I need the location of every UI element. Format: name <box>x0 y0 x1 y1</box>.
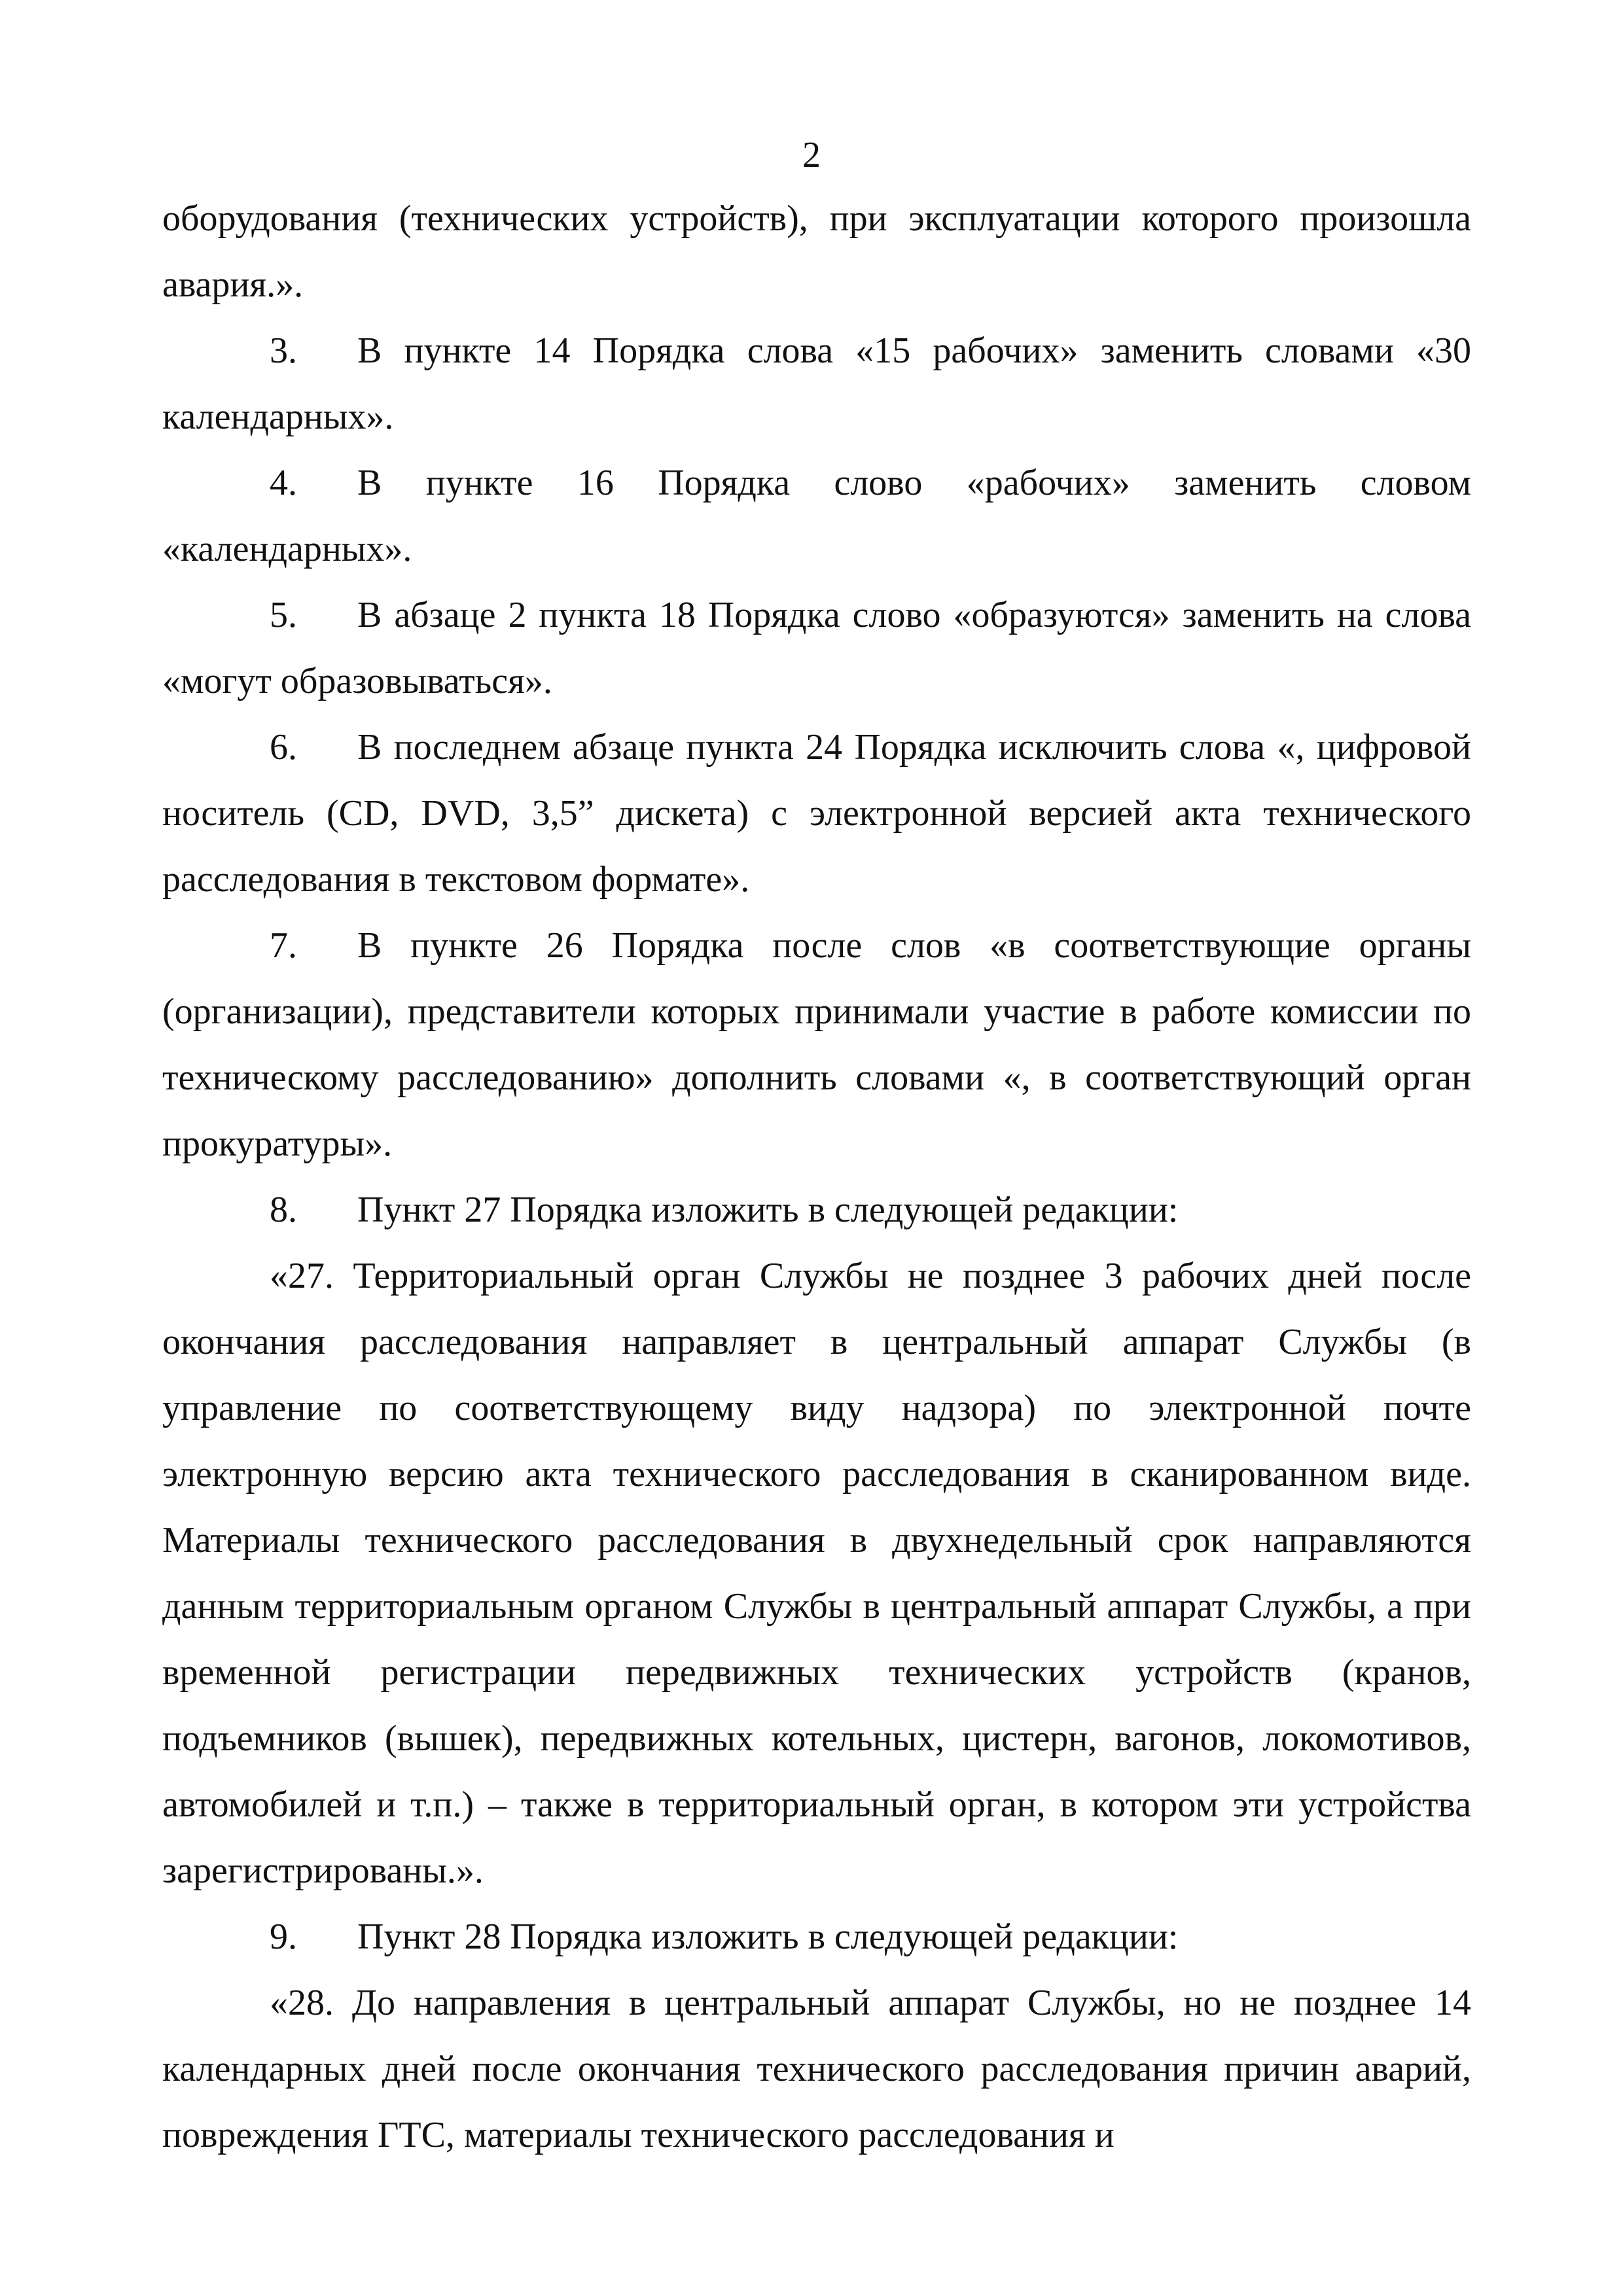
item-number: 4. <box>270 463 297 503</box>
paragraph-item-9 <box>162 1904 1471 1970</box>
paragraph-text: оборудования (технических устройств), при эксплуатации которого произошла авария.». <box>162 198 1471 305</box>
paragraph-item-5 <box>162 582 1471 715</box>
paragraph-item-4 <box>162 450 1471 582</box>
paragraph-text: В пункте 16 Порядка слово «рабочих» заменить словом «календарных». <box>162 463 1471 569</box>
document-body <box>162 186 1471 2168</box>
item-number: 8. <box>270 1190 297 1230</box>
paragraph-item-8 <box>162 1177 1471 1243</box>
paragraph-text: В пункте 26 Порядка после слов «в соответствующие органы (организации), представители которых принимали участие в работе комиссии по техническому расследованию» дополнить словами «, в соответствующий орган прокуратуры». <box>162 925 1471 1164</box>
item-number: 6. <box>270 727 297 768</box>
paragraph-item-3 <box>162 318 1471 450</box>
paragraph-text: В абзаце 2 пункта 18 Порядка слово «образуются» заменить на слова «могут образовываться». <box>162 595 1471 701</box>
paragraph-text: Пункт 28 Порядка изложить в следующей редакции: <box>357 1916 1179 1957</box>
item-number: 9. <box>270 1916 297 1957</box>
item-number: 3. <box>270 330 297 371</box>
paragraph-text: В последнем абзаце пункта 24 Порядка исключить слова «, цифровой носитель (CD, DVD, 3,5” дискета) с электронной версией акта технического расследования в текстовом формате». <box>162 727 1471 900</box>
paragraph-item-7 <box>162 913 1471 1177</box>
paragraph-item-6 <box>162 715 1471 913</box>
quoted-clause-27 <box>162 1243 1471 1904</box>
page-number: 2 <box>802 135 821 175</box>
paragraph-text: «28. До направления в центральный аппарат Службы, но не позднее 14 календарных дней после окончания технического расследования причин аварий, повреждения ГТС, материалы технического расследования и <box>162 1983 1471 2155</box>
paragraph-text: Пункт 27 Порядка изложить в следующей редакции: <box>357 1190 1179 1230</box>
item-number: 5. <box>270 595 297 635</box>
quoted-clause-28 <box>162 1970 1471 2168</box>
paragraph-continuation <box>162 186 1471 318</box>
paragraph-text: «27. Территориальный орган Службы не позднее 3 рабочих дней после окончания расследования направляет в центральный аппарат Службы (в управление по соответствующему виду надзора) по электронной почте электронную версию акта технического расследования в сканированном виде. Материалы технического расследования в двухнедельный срок направляются данным территориальным органом Службы в центральный аппарат Службы, а при временной регистрации передвижных технических устройств (кранов, подъемников (вышек), передвижных котельных, цистерн, вагонов, локомотивов, автомобилей и т.п.) – также в территориальный орган, в котором эти устройства зарегистрированы.». <box>162 1256 1471 1891</box>
item-number: 7. <box>270 925 297 966</box>
paragraph-text: В пункте 14 Порядка слова «15 рабочих» заменить словами «30 календарных». <box>162 330 1471 437</box>
